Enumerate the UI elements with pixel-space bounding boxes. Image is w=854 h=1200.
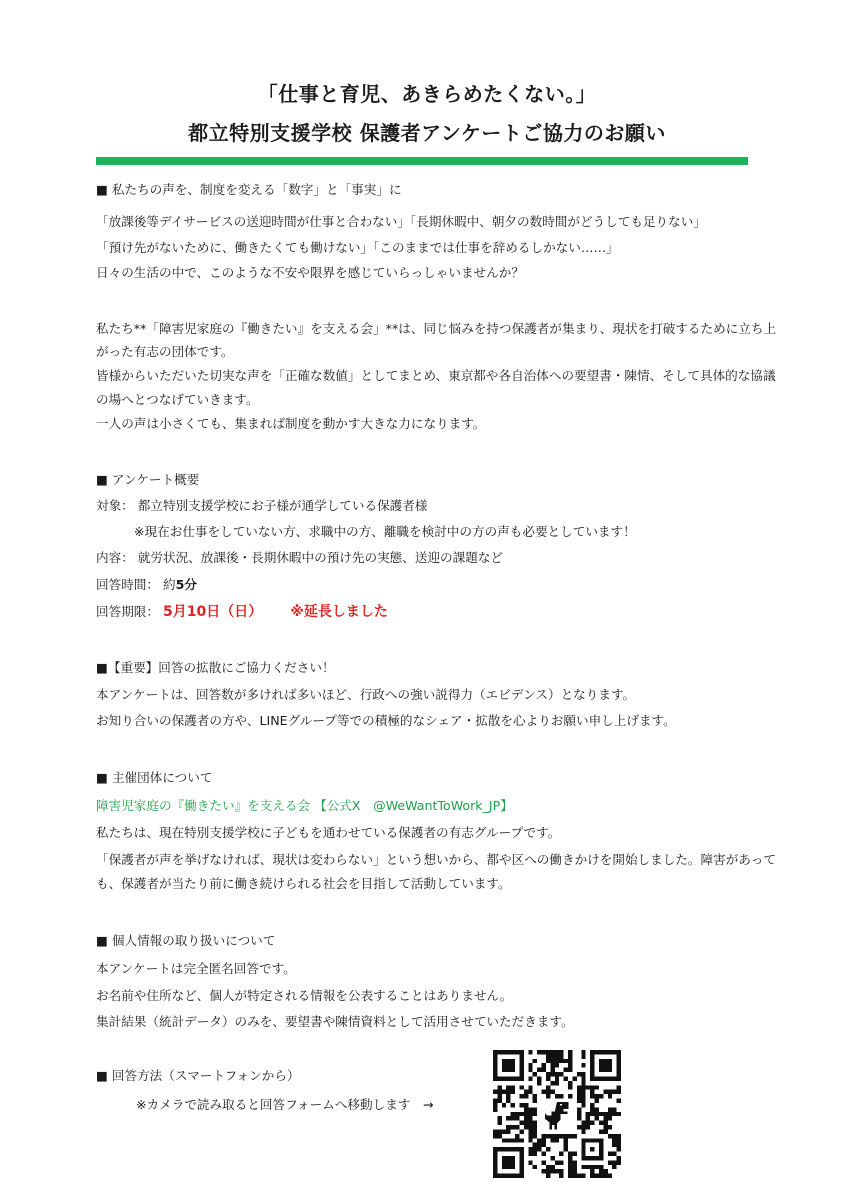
section-heading-privacy: ■ 個人情報の取り扱いについて: [96, 933, 276, 948]
privacy-line-1: 本アンケートは完全匿名回答です。: [96, 961, 296, 976]
section-heading-method: ■ 回答方法（スマートフォンから）: [96, 1068, 300, 1083]
organizer-line-3: も、保護者が当たり前に働き続けられる社会を目指して活動しています。: [96, 876, 511, 891]
dinosaur-icon: [539, 1099, 574, 1134]
share-line-2: お知り合いの保護者の方や、LINEグループ等での積極的なシェア・拡散を心よりお願い申し上げます。: [96, 713, 676, 728]
section-heading-voice: ■ 私たちの声を、制度を変える「数字」と「事実」に: [96, 182, 402, 197]
content-value: 就労状況、放課後・長期休暇中の預け先の実態、送迎の課題など: [137, 550, 504, 565]
time-row: [96, 576, 796, 594]
title-divider: [96, 157, 748, 165]
org-intro-line-2: がった有志の団体です。: [96, 344, 234, 359]
organizer-name-link[interactable]: 障害児家庭の『働きたい』を支える会 【公式X @WeWantToWork_JP】: [96, 798, 513, 813]
deadline-value: 5月10日（日）: [162, 604, 263, 620]
deadline-extended-note: ※延長しました: [290, 604, 388, 620]
privacy-line-2: お名前や住所など、個人が特定される情報を公表することはありません。: [96, 988, 513, 1003]
qr-code-icon[interactable]: [493, 1050, 621, 1178]
deadline-row: [96, 603, 796, 621]
purpose-line-2: の場へとつなげていきます。: [96, 392, 259, 407]
quote-line-2: 「預け先がないために、働きたくても働けない」「このままでは仕事を辞めるしかない……」: [96, 240, 619, 255]
qr-instruction: ※カメラで読み取ると回答フォームへ移動します →: [136, 1097, 434, 1112]
title-line-2: 都立特別支援学校 保護者アンケートご協力のお願い: [188, 121, 666, 145]
target-note: ※現在お仕事をしていない方、求職中の方、離職を検討中の方の声も必要としています！: [134, 524, 636, 539]
title-line-1: 「仕事と育児、あきらめたくない。」: [257, 82, 597, 106]
section-heading-share: ■【重要】回答の拡散にご協力ください！: [96, 660, 335, 675]
org-intro-line-1: 私たち**「障害児家庭の『働きたい』を支える会」**は、同じ悩みを持つ保護者が集まり、現状を打破するために立ち上: [96, 321, 777, 336]
time-value: 5分: [175, 577, 197, 592]
content-row: [96, 549, 796, 567]
time-value-prefix: 約: [162, 577, 176, 592]
organizer-line-2: 「保護者が声を挙げなければ、現状は変わらない」という想いから、都や区への働きかけを開始しました。障害があって: [96, 852, 776, 867]
target-row: [96, 497, 796, 515]
target-label: 対象：: [96, 498, 134, 513]
purpose-line-1: 皆様からいただいた切実な声を「正確な数値」としてまとめ、東京都や各自治体への要望書・陳情、そして具体的な協議: [96, 368, 776, 383]
deadline-label: 回答期限：: [96, 604, 159, 619]
organizer-line-1: 私たちは、現在特別支援学校に子どもを通わせている保護者の有志グループです。: [96, 825, 561, 840]
closing-line: 一人の声は小さくても、集まれば制度を動かす大きな力になります。: [96, 416, 486, 431]
time-label: 回答時間：: [96, 577, 159, 592]
section-heading-organizer: ■ 主催団体について: [96, 770, 213, 785]
quote-line-1: 「放課後等デイサービスの送迎時間が仕事と合わない」「長期休暇中、朝夕の数時間がどうしても足りない」: [96, 214, 706, 229]
section-heading-overview: ■ アンケート概要: [96, 472, 200, 487]
target-value: 都立特別支援学校にお子様が通学している保護者様: [137, 498, 428, 513]
share-line-1: 本アンケートは、回答数が多ければ多いほど、行政への強い説得力（エビデンス）となります。: [96, 687, 636, 702]
content-label: 内容：: [96, 550, 134, 565]
privacy-line-3: 集計結果（統計データ）のみを、要望書や陳情資料として活用させていただきます。: [96, 1014, 574, 1029]
intro-question: 日々の生活の中で、このような不安や限界を感じていらっしゃいませんか？: [96, 265, 524, 280]
